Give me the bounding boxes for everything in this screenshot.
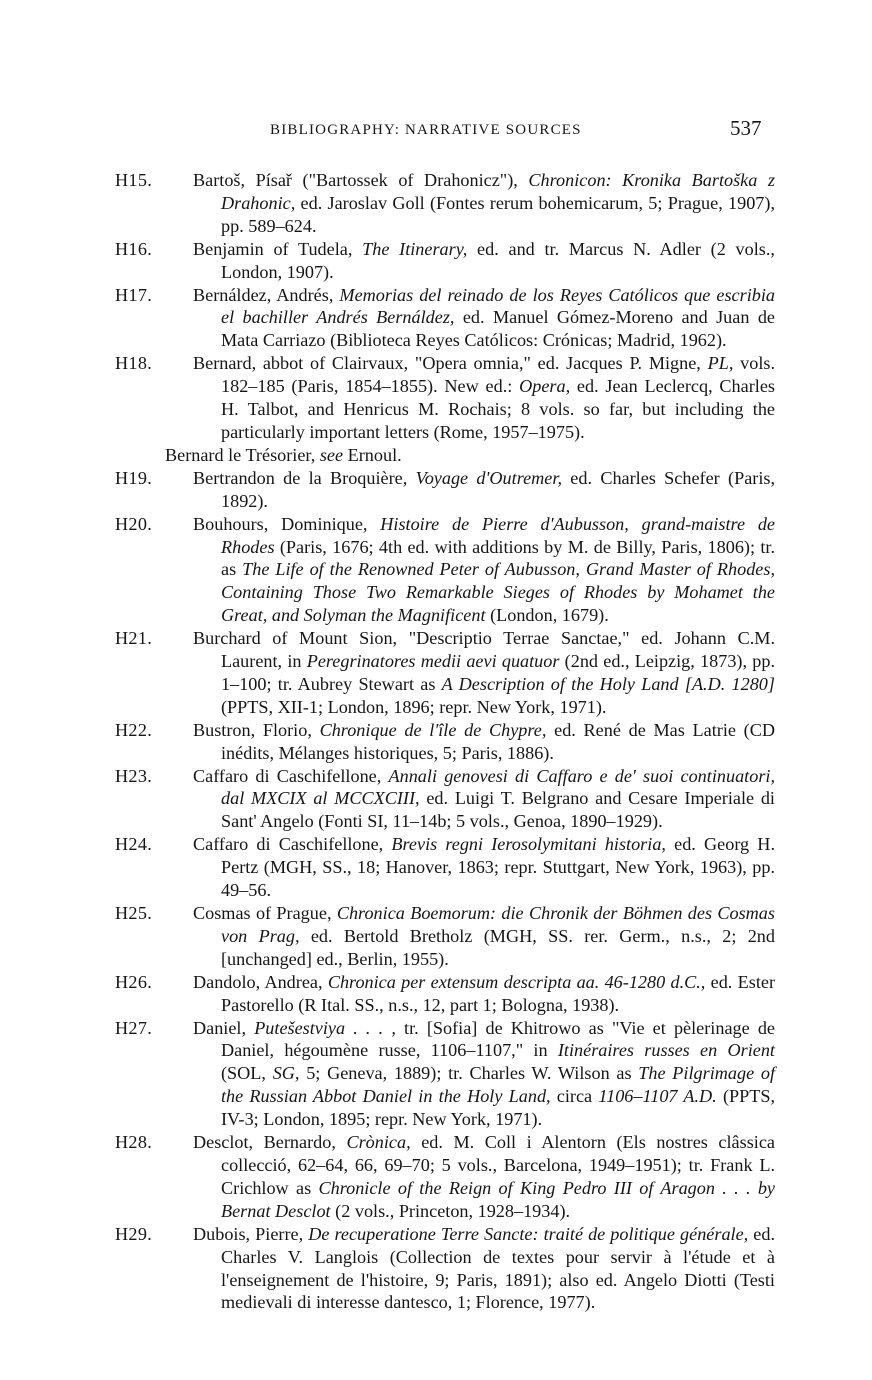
bibliography-entry [115, 467, 775, 513]
entry-code: H29. [115, 1223, 153, 1244]
entry-text: Dubois, Pierre, De recuperatione Terre Sancte: traité de politique générale, ed. Charles V. Langlois (Collection de textes pour servir à l'étude et à l'enseignement de l'histoire, 9; Paris, 1891); also ed. Angelo Diotti (Testi medievali di interesse dantesco, 1; Florence, 1977). [193, 1223, 775, 1313]
entry-code: H16. [115, 238, 153, 259]
entry-text: Caffaro di Caschifellone, Annali genovesi di Caffaro e de' suoi continuatori, dal MXCIX al MCCXCIII, ed. Luigi T. Belgrano and Cesare Imperiale di Sant' Angelo (Fonti SI, 11–14b; 5 vols., Genoa, 1890–1929). [193, 765, 775, 832]
bibliography-list [115, 169, 775, 1314]
entry-code: H15. [115, 170, 153, 190]
entry-text: Bernard, abbot of Clairvaux, "Opera omnia," ed. Jacques P. Migne, PL, vols. 182–185 (Paris, 1854–1855). New ed.: Opera, ed. Jean Leclercq, Charles H. Talbot, and Henricus M. Rochais; 8 vols. so far, but including the particularly important letters (Rome, 1957–1975). [193, 353, 775, 442]
entry-text: Bernáldez, Andrés, Memorias del reinado de los Reyes Católicos que escribia el bachiller Andrés Bernáldez, ed. Manuel Gómez-Moreno and Juan de Mata Carriazo (Biblioteca Reyes Católicos: Crónicas; Madrid, 1962). [193, 284, 775, 351]
entry-code: H17. [115, 284, 153, 305]
bibliography-entry [115, 1017, 775, 1132]
entry-code: H20. [115, 513, 153, 534]
entry-text: Bernard le Trésorier, see Ernoul. [165, 444, 402, 465]
bibliography-entry [115, 238, 775, 284]
entry-code: H28. [115, 1132, 153, 1153]
bibliography-entry [115, 169, 775, 238]
bibliography-entry [115, 1223, 775, 1315]
entry-text: Desclot, Bernardo, Crònica, ed. M. Coll i Alentorn (Els nostres clâssica collecció, 62–64, 66, 69–70; 5 vols., Barcelona, 1949–1951); tr. Frank L. Crichlow as Chronicle of the Reign of King Pedro III of Aragon . . . by Bernat Desclot (2 vols., Princeton, 1928–1934). [193, 1132, 775, 1221]
entry-text: Dandolo, Andrea, Chronica per extensum descripta aa. 46-1280 d.C., ed. Ester Pastorello (R Ital. SS., n.s., 12, part 1; Bologna, 1938). [193, 971, 776, 1015]
entry-code: H27. [115, 1017, 153, 1038]
entry-text: Bartoš, Písař ("Bartossek of Drahonicz"), Chronicon: Kronika Bartoška z Drahonic, ed. Jaroslav Goll (Fontes rerum bohemicarum, 5; Prague, 1907), pp. 589–624. [193, 170, 775, 236]
entry-text: Cosmas of Prague, Chronica Boemorum: die Chronik der Böhmen des Cosmas von Prag, ed. Bertold Bretholz (MGH, SS. rer. Germ., n.s., 2; 2nd [unchanged] ed., Berlin, 1955). [193, 903, 775, 969]
entry-text: Benjamin of Tudela, The Itinerary, ed. and tr. Marcus N. Adler (2 vols., London, 1907). [193, 238, 775, 282]
entry-code: H21. [115, 628, 153, 649]
bibliography-entry [115, 513, 775, 628]
entry-code: H24. [115, 834, 153, 855]
bibliography-entry [115, 444, 775, 467]
entry-code: H25. [115, 903, 153, 923]
bibliography-entry [115, 284, 775, 353]
bibliography-entry [115, 971, 775, 1017]
entry-text: Daniel, Putešestviya . . . , tr. [Sofia] de Khitrowo as "Vie et pèlerinage de Daniel, hégoumène russe, 1106–1107," in Itinéraires russes en Orient (SOL, SG, 5; Geneva, 1889); tr. Charles W. Wilson as The Pilgrimage of the Russian Abbot Daniel in the Holy Land, circa 1106–1107 A.D. (PPTS, IV-3; London, 1895; repr. New York, 1971). [193, 1017, 776, 1130]
entry-code: H26. [115, 971, 153, 992]
page-number: 537 [730, 116, 762, 140]
bibliography-entry [115, 719, 775, 765]
bibliography-entry [115, 1131, 775, 1223]
running-head: BIBLIOGRAPHY: NARRATIVE SOURCES [270, 122, 582, 138]
entry-code: H18. [115, 353, 153, 374]
page-header [0, 116, 872, 146]
bibliography-entry [115, 902, 775, 971]
bibliography-entry [115, 833, 775, 902]
bibliography-entry [115, 765, 775, 834]
entry-text: Bouhours, Dominique, Histoire de Pierre d'Aubusson, grand-maistre de Rhodes (Paris, 1676; 4th ed. with additions by M. de Billy, Paris, 1806); tr. as The Life of the Renowned Peter of Aubusson, Grand Master of Rhodes, Containing Those Two Remarkable Sieges of Rhodes by Mohamet the Great, and Solyman the Magnificent (London, 1679). [193, 513, 775, 626]
entry-code: H19. [115, 467, 153, 488]
entry-text: Bertrandon de la Broquière, Voyage d'Outremer, ed. Charles Schefer (Paris, 1892). [193, 467, 776, 511]
bibliography-entry [115, 352, 775, 444]
entry-text: Burchard of Mount Sion, "Descriptio Terrae Sanctae," ed. Johann C.M. Laurent, in Peregrinatores medii aevi quatuor (2nd ed., Leipzig, 1873), pp. 1–100; tr. Aubrey Stewart as A Description of the Holy Land [A.D. 1280] (PPTS, XII-1; London, 1896; repr. New York, 1971). [193, 628, 775, 717]
entry-text: Bustron, Florio, Chronique de l'île de Chypre, ed. René de Mas Latrie (CD inédits, Mélanges historiques, 5; Paris, 1886). [193, 719, 775, 763]
entry-code: H23. [115, 765, 153, 786]
bibliography-entry [115, 627, 775, 719]
entry-code: H22. [115, 719, 153, 740]
entry-text: Caffaro di Caschifellone, Brevis regni Ierosolymitani historia, ed. Georg H. Pertz (MGH, SS., 18; Hanover, 1863; repr. Stuttgart, New York, 1963), pp. 49–56. [193, 834, 775, 901]
